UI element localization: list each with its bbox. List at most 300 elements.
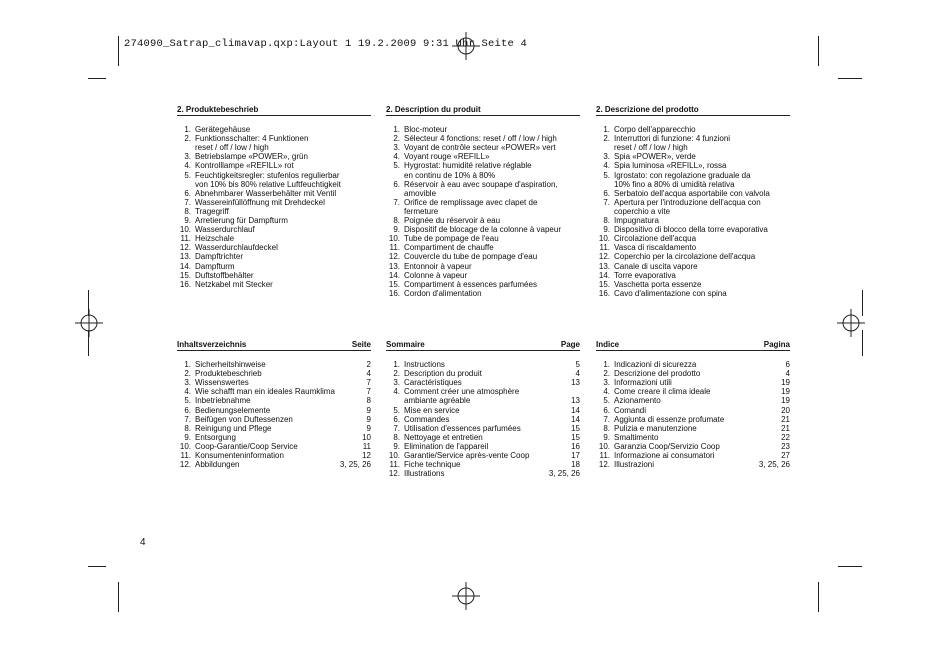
item-number: 2.: [184, 369, 191, 379]
item-text: Compartiment à essences parfumées: [404, 279, 537, 289]
list-item: [596, 415, 790, 424]
item-number: 14.: [179, 261, 191, 271]
list-item: [596, 234, 790, 243]
item-number: 12.: [388, 252, 400, 262]
registration-mark-icon: [451, 581, 481, 611]
list-item: [386, 234, 580, 243]
item-number: 9.: [393, 441, 400, 451]
item-number: 7.: [603, 197, 610, 207]
list-item: [596, 262, 790, 271]
crop-mark: [88, 566, 106, 567]
crop-mark: [88, 78, 106, 79]
item-number: 15.: [388, 279, 400, 289]
item-text: Colonne à vapeur: [404, 270, 468, 280]
item-text: Spia «POWER», verde: [614, 152, 696, 162]
item-number: 9.: [184, 216, 191, 226]
item-text-continued: reset / off / low / high: [614, 143, 688, 153]
toc-list: [177, 360, 371, 469]
list-item: [386, 161, 580, 170]
item-text: Informazioni utili: [614, 378, 672, 388]
list-item: [596, 360, 790, 369]
list-item-continuation: [596, 143, 790, 152]
crop-mark: [818, 582, 819, 612]
list-item: [596, 252, 790, 261]
item-text: Circolazione dell'acqua: [614, 234, 697, 244]
item-text: Voyant de contrôle secteur «POWER» vert: [404, 143, 556, 153]
item-page: 13: [571, 396, 580, 406]
item-text: Garantie/Service après-vente Coop: [404, 451, 530, 461]
item-number: 5.: [603, 396, 610, 406]
item-page: 2: [366, 360, 371, 370]
list-item: [177, 125, 371, 134]
item-text: Aggiunta di essenze profumate: [614, 414, 725, 424]
item-number: 11.: [180, 234, 191, 244]
item-text: Produktebeschrieb: [195, 369, 262, 379]
item-number: 9.: [603, 432, 610, 442]
item-page: 17: [571, 451, 580, 461]
item-text: Wasserdurchlaufdeckel: [195, 243, 278, 253]
list-item-continuation: [386, 171, 580, 180]
list-item: [596, 378, 790, 387]
item-number: 2.: [393, 134, 400, 144]
list-item: [177, 387, 371, 396]
list-item: [596, 280, 790, 289]
list-item: [386, 460, 580, 469]
item-number: 12.: [179, 460, 191, 470]
list-item: [386, 289, 580, 298]
list-item: [386, 134, 580, 143]
page-number: 4: [140, 537, 146, 548]
item-text: Coop-Garantie/Coop Service: [195, 441, 298, 451]
item-number: 6.: [184, 405, 191, 415]
list-item: [177, 415, 371, 424]
list-item: [386, 180, 580, 189]
list-item: [596, 225, 790, 234]
item-text: Azionamento: [614, 396, 661, 406]
item-text: Torre evaporativa: [614, 270, 676, 280]
item-text-continued: amovible: [404, 188, 437, 198]
list-item-continuation: [596, 207, 790, 216]
item-text: Description du produit: [404, 369, 482, 379]
item-text: Cavo d'alimentazione con spina: [614, 288, 727, 298]
item-text: Igrostato: con regolazione graduale da: [614, 170, 751, 180]
list-item: [177, 161, 371, 170]
item-text: Kontrolllampe «REFILL» rot: [195, 161, 294, 171]
item-number: 10.: [598, 234, 610, 244]
item-number: 12.: [388, 469, 400, 479]
item-number: 13.: [598, 261, 610, 271]
toc-it: [596, 340, 790, 469]
item-number: 7.: [393, 423, 400, 433]
list-item: [177, 396, 371, 405]
item-number: 7.: [184, 197, 191, 207]
list-item: [386, 262, 580, 271]
list-item: [596, 134, 790, 143]
list-item: [177, 280, 371, 289]
item-text: Comment créer une atmosphère: [404, 387, 520, 397]
toc-title: Sommaire: [386, 340, 425, 349]
item-number: 4.: [603, 161, 610, 171]
list-item: [177, 207, 371, 216]
item-number: 12.: [598, 460, 610, 470]
list-item: [596, 189, 790, 198]
list-item: [386, 451, 580, 460]
item-text: Réservoir à eau avec soupape d'aspiration,: [404, 179, 558, 189]
item-number: 8.: [184, 206, 191, 216]
item-text: Feuchtigkeitsregler: stufenlos regulierbar: [195, 170, 340, 180]
item-page: 15: [571, 432, 580, 442]
item-text: Wissenswertes: [195, 378, 249, 388]
list-item: [177, 243, 371, 252]
item-number: 6.: [184, 188, 191, 198]
item-text: Corpo dell'apparecchio: [614, 125, 696, 135]
item-number: 5.: [393, 161, 400, 171]
crop-mark: [838, 78, 862, 79]
list-item-continuation: [386, 207, 580, 216]
item-text: Caractéristiques: [404, 378, 462, 388]
list-item: [596, 198, 790, 207]
item-text: Entsorgung: [195, 432, 236, 442]
item-page: 16: [571, 441, 580, 451]
item-text: Nettoyage et entretien: [404, 432, 483, 442]
item-page: 5: [575, 360, 580, 370]
item-number: 13.: [179, 252, 191, 262]
item-number: 6.: [393, 414, 400, 424]
list-item: [386, 252, 580, 261]
item-text-continued: von 10% bis 80% relative Luftfeuchtigkeit: [195, 179, 341, 189]
item-text: Compartiment de chauffe: [404, 243, 494, 253]
item-number: 5.: [184, 170, 191, 180]
item-text: Funktionsschalter: 4 Funktionen: [195, 134, 309, 144]
item-number: 3.: [393, 143, 400, 153]
item-text: Come creare il clima ideale: [614, 387, 711, 397]
list-item: [386, 387, 580, 396]
description-it: [596, 105, 790, 298]
list-item: [177, 369, 371, 378]
item-page: 4: [785, 369, 790, 379]
toc-page-label: Pagina: [763, 340, 790, 349]
item-text: Dampfturm: [195, 261, 235, 271]
registration-mark-icon: [74, 308, 104, 338]
item-text: Utilisation d'essences parfumées: [404, 423, 521, 433]
item-number: 1.: [393, 125, 400, 135]
item-page: 9: [366, 405, 371, 415]
item-text: Canale di uscita vapore: [614, 261, 698, 271]
item-number: 11.: [389, 460, 400, 470]
list-item-continuation: [177, 143, 371, 152]
item-text: Garanzia Coop/Servizio Coop: [614, 441, 720, 451]
list-item: [386, 280, 580, 289]
item-number: 14.: [598, 270, 610, 280]
list-item: [177, 225, 371, 234]
list-item: [386, 369, 580, 378]
item-text: Heizschale: [195, 234, 235, 244]
item-number: 16.: [179, 279, 191, 289]
item-text: Betriebslampe «POWER», grün: [195, 152, 308, 162]
item-number: 5.: [603, 170, 610, 180]
item-text: Descrizione del prodotto: [614, 369, 701, 379]
toc-title: Indice: [596, 340, 620, 349]
list-item: [596, 161, 790, 170]
list-item: [386, 424, 580, 433]
item-number: 9.: [603, 225, 610, 235]
list-item: [177, 234, 371, 243]
list-item: [596, 289, 790, 298]
item-page: 20: [781, 405, 790, 415]
list-item: [386, 125, 580, 134]
list-item: [177, 189, 371, 198]
item-text: Illustrations: [404, 469, 445, 479]
registration-mark-icon: [836, 308, 866, 338]
item-text: Vasca di riscaldamento: [614, 243, 697, 253]
item-page: 7: [366, 378, 371, 388]
item-number: 11.: [180, 451, 191, 461]
item-text: Indicazioni di sicurezza: [614, 360, 697, 370]
item-page: 21: [781, 414, 790, 424]
description-de: [177, 105, 371, 289]
item-page: 14: [571, 414, 580, 424]
list-item: [177, 262, 371, 271]
toc-header: [386, 340, 580, 351]
item-text: Fiche technique: [404, 460, 461, 470]
list-item: [386, 378, 580, 387]
item-number: 1.: [184, 360, 191, 370]
item-number: 6.: [603, 405, 610, 415]
item-page: 4: [575, 369, 580, 379]
item-text: Wie schafft man ein ideales Raumklima: [195, 387, 335, 397]
item-number: 1.: [603, 360, 610, 370]
section-title: 2. Produktebeschrieb: [177, 105, 371, 116]
item-page: 6: [785, 360, 790, 370]
list-item-continuation: [596, 180, 790, 189]
item-text: Commandes: [404, 414, 450, 424]
item-number: 8.: [393, 216, 400, 226]
list-item: [386, 216, 580, 225]
item-page: 18: [571, 460, 580, 470]
list-item: [177, 134, 371, 143]
item-number: 10.: [179, 225, 191, 235]
item-number: 3.: [603, 378, 610, 388]
item-text: Orifice de remplissage avec clapet de: [404, 197, 538, 207]
item-number: 5.: [393, 405, 400, 415]
item-text: Arretierung für Dampfturm: [195, 216, 288, 226]
crop-mark: [838, 566, 862, 567]
item-number: 8.: [603, 216, 610, 226]
item-page: 4: [366, 369, 371, 379]
toc-list: [596, 360, 790, 469]
item-number: 2.: [603, 369, 610, 379]
item-page: 27: [781, 451, 790, 461]
toc-title: Inhaltsverzeichnis: [177, 340, 247, 349]
description-fr: [386, 105, 580, 298]
item-number: 11.: [599, 243, 610, 253]
section-title: 2. Descrizione del prodotto: [596, 105, 790, 116]
crop-mark: [118, 36, 119, 66]
list-item: [596, 369, 790, 378]
item-text: Beifügen von Duftessenzen: [195, 414, 293, 424]
item-text: Netzkabel mit Stecker: [195, 279, 273, 289]
item-number: 8.: [184, 423, 191, 433]
list-item: [596, 216, 790, 225]
item-text: Entonnoir à vapeur: [404, 261, 472, 271]
item-page: 23: [781, 441, 790, 451]
list-item: [596, 171, 790, 180]
item-text: Voyant rouge «REFILL»: [404, 152, 490, 162]
list-item: [596, 406, 790, 415]
item-number: 16.: [388, 288, 400, 298]
item-text: Pulizia e manutenzione: [614, 423, 697, 433]
item-number: 15.: [598, 279, 610, 289]
item-number: 10.: [598, 441, 610, 451]
item-page: 22: [781, 432, 790, 442]
list-item: [177, 152, 371, 161]
item-page: 3, 25, 26: [758, 460, 790, 470]
item-number: 2.: [603, 134, 610, 144]
item-number: 1.: [603, 125, 610, 135]
item-text: Sicherheitshinweise: [195, 360, 266, 370]
item-number: 10.: [388, 451, 400, 461]
item-text: Cordon d'alimentation: [404, 288, 482, 298]
item-text: Spia luminosa «REFILL», rossa: [614, 161, 727, 171]
list-item: [386, 415, 580, 424]
item-text: Abnehmbarer Wasserbehälter mit Ventil: [195, 188, 337, 198]
list-item: [386, 243, 580, 252]
item-text: Dispositif de blocage de la colonne à vapeur: [404, 225, 561, 235]
item-number: 13.: [388, 261, 400, 271]
item-text-continued: coperchio a vite: [614, 206, 671, 216]
item-text: Bloc-moteur: [404, 125, 448, 135]
item-text: Wassereinfüllöffnung mit Drehdeckel: [195, 197, 325, 207]
list-item: [386, 433, 580, 442]
item-text: Reinigung und Pflege: [195, 423, 272, 433]
toc-fr: [386, 340, 580, 478]
item-number: 8.: [603, 423, 610, 433]
item-page: 8: [366, 396, 371, 406]
crop-mark: [818, 36, 819, 66]
item-number: 4.: [393, 152, 400, 162]
list-item: [596, 433, 790, 442]
item-number: 2.: [393, 369, 400, 379]
item-page: 13: [571, 378, 580, 388]
item-text: Interruttori di funzione: 4 funzioni: [614, 134, 731, 144]
list-item: [386, 198, 580, 207]
item-number: 10.: [388, 234, 400, 244]
item-text: Elimination de l'appareil: [404, 441, 489, 451]
list-item: [386, 152, 580, 161]
item-number: 14.: [388, 270, 400, 280]
registration-mark-icon: [451, 31, 481, 61]
list-item-continuation: [177, 180, 371, 189]
toc-page-label: Page: [560, 340, 580, 349]
list-item: [596, 243, 790, 252]
item-text: Dampftrichter: [195, 252, 244, 262]
toc-page-label: Seite: [351, 340, 371, 349]
description-list: [177, 125, 371, 289]
list-item: [177, 271, 371, 280]
list-item: [596, 424, 790, 433]
list-item: [177, 360, 371, 369]
item-text: Smaltimento: [614, 432, 659, 442]
item-text: Gerätegehäuse: [195, 125, 251, 135]
list-item: [596, 460, 790, 469]
item-page: 19: [781, 387, 790, 397]
item-text: Inbetriebnahme: [195, 396, 251, 406]
item-text-continued: 10% fino a 80% di umidità relativa: [614, 179, 735, 189]
item-number: 4.: [393, 387, 400, 397]
list-item: [177, 216, 371, 225]
toc-de: [177, 340, 371, 469]
list-item: [177, 451, 371, 460]
item-number: 9.: [393, 225, 400, 235]
list-item: [596, 271, 790, 280]
item-text: Tragegriff: [195, 206, 229, 216]
list-item: [177, 442, 371, 451]
item-number: 6.: [603, 188, 610, 198]
item-text-continued: ambiante agréable: [404, 396, 471, 406]
item-number: 6.: [393, 179, 400, 189]
item-number: 2.: [184, 134, 191, 144]
description-list: [596, 125, 790, 298]
item-text: Impugnatura: [614, 216, 659, 226]
item-page: 9: [366, 423, 371, 433]
list-item: [177, 406, 371, 415]
item-text: Mise en service: [404, 405, 460, 415]
list-item: [596, 451, 790, 460]
item-number: 7.: [184, 414, 191, 424]
item-number: 12.: [179, 243, 191, 253]
list-item: [596, 396, 790, 405]
toc-list: [386, 360, 580, 478]
list-item: [177, 460, 371, 469]
item-text: Konsumenteninformation: [195, 451, 284, 461]
list-item: [596, 125, 790, 134]
list-item: [177, 424, 371, 433]
item-number: 16.: [598, 288, 610, 298]
list-item: [177, 198, 371, 207]
list-item: [386, 469, 580, 478]
item-text-continued: reset / off / low / high: [195, 143, 269, 153]
item-number: 4.: [603, 387, 610, 397]
list-item: [177, 171, 371, 180]
item-number: 3.: [184, 152, 191, 162]
list-item-continuation: [386, 396, 580, 405]
item-text: Comandi: [614, 405, 647, 415]
item-number: 10.: [179, 441, 191, 451]
list-item: [177, 252, 371, 261]
item-text: Poignée du réservoir à eau: [404, 216, 501, 226]
list-item: [386, 143, 580, 152]
description-list: [386, 125, 580, 298]
item-page: 10: [362, 432, 371, 442]
item-text: Wasserdurchlauf: [195, 225, 255, 235]
item-number: 12.: [598, 252, 610, 262]
item-page: 14: [571, 405, 580, 415]
list-item: [386, 442, 580, 451]
item-number: 1.: [184, 125, 191, 135]
item-text: Apertura per l'introduzione dell'acqua con: [614, 197, 761, 207]
toc-header: [177, 340, 371, 351]
item-page: 15: [571, 423, 580, 433]
list-item: [177, 433, 371, 442]
item-number: 3.: [603, 152, 610, 162]
item-text: Couvercle du tube de pompage d'eau: [404, 252, 538, 262]
section-title: 2. Description du produit: [386, 105, 580, 116]
item-number: 8.: [393, 432, 400, 442]
item-number: 1.: [393, 360, 400, 370]
list-item: [386, 225, 580, 234]
item-text: Abbildungen: [195, 460, 240, 470]
item-text: Coperchio per la circolazione dell'acqua: [614, 252, 756, 262]
